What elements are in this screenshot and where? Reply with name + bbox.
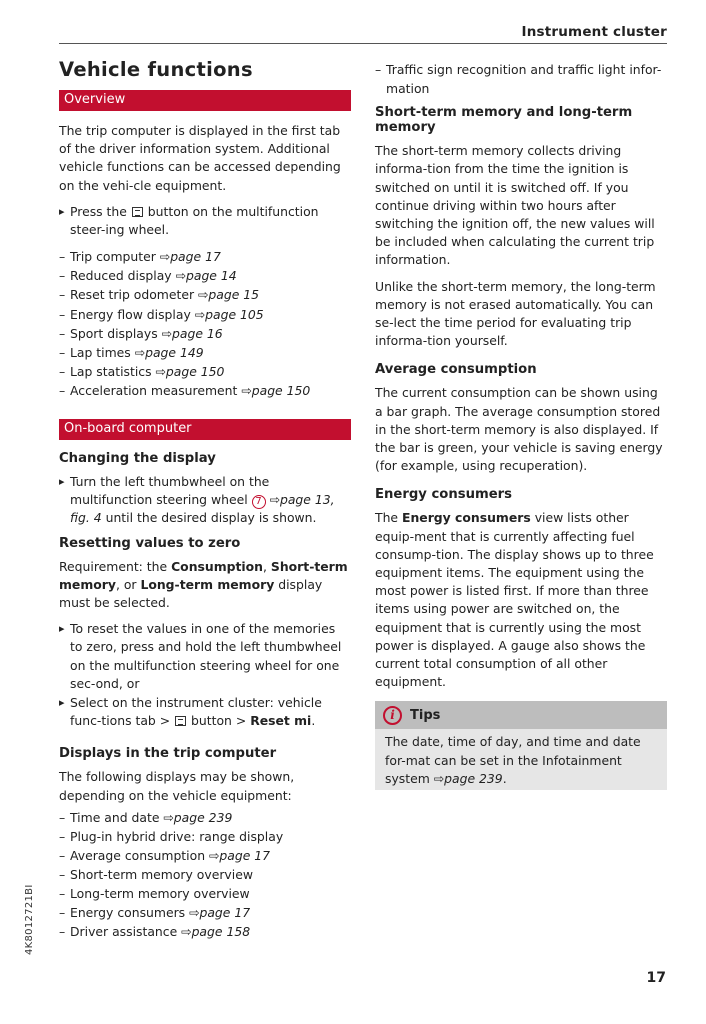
right-column	[375, 60, 667, 790]
page-reference[interactable]: page 17	[219, 848, 271, 863]
list-item: – Time and date ⇨page 239	[59, 808, 351, 827]
list-item: – Plug-in hybrid drive: range display	[59, 827, 351, 846]
arrow-icon: ⇨	[175, 268, 186, 284]
page-reference[interactable]: page 105	[205, 306, 264, 322]
energy-paragraph: The Energy consumers view lists other equip-ment that is currently affecting fuel consump-tion. The display shows up to three equipment items. The equipment using the most power is listed first. If more than three items using power are switched on, the equipment that is currently using the most power is displayed. A gauge also shows the current total consumption of all other equipment.	[375, 510, 654, 690]
reset-step-1: ▸ To reset the values in one of the memories to zero, press and hold the left thumbwheel on the multifunction steering wheel for one sec-ond, or	[59, 620, 351, 693]
onboard-band: On-board computer	[59, 419, 351, 440]
overview-band: Overview	[59, 90, 351, 111]
list-item: – Driver assistance ⇨page 158	[59, 922, 351, 941]
list-item: – Lap statistics ⇨page 150	[59, 362, 351, 381]
page-reference[interactable]: page 239	[444, 770, 503, 786]
page-reference[interactable]: page 15	[208, 287, 260, 303]
press-button-step: ▸ Press the button on the multifunction steer-ing wheel.	[59, 203, 351, 239]
memory-paragraph-2: Unlike the short-term memory, the long-term memory is not erased automatically. You can se-lect the time period for evaluating trip informa-tion yourself.	[375, 278, 656, 349]
overview-list	[59, 247, 351, 400]
list-item: – Sport displays ⇨page 16	[59, 324, 351, 343]
list-item: – Energy flow display ⇨page 105	[59, 305, 351, 324]
menu-icon	[132, 207, 143, 217]
list-item: – Average consumption ⇨page 17	[59, 846, 351, 865]
page-reference[interactable]: page 158	[191, 924, 251, 940]
arrow-icon: ⇨	[155, 363, 166, 379]
page-header	[59, 22, 667, 44]
list-item: – Short-term memory overview	[59, 865, 351, 884]
page-reference[interactable]: page 16	[172, 325, 223, 341]
requirement-paragraph: Requirement: the Consumption, Short-term memory, or Long-term memory display must be selected.	[59, 558, 348, 610]
tips-header	[375, 701, 667, 729]
arrow-icon: ⇨	[159, 249, 171, 265]
displays-list	[59, 808, 351, 942]
arrow-icon: ⇨	[433, 770, 445, 786]
list-item: – Long-term memory overview	[59, 884, 351, 903]
section-title: Instrument cluster	[521, 24, 667, 40]
info-icon: i	[383, 706, 402, 725]
displays-paragraph: The following displays may be shown, depending on the vehicle equipment:	[59, 769, 295, 803]
list-item: – Reset trip odometer ⇨page 15	[59, 285, 351, 304]
page-reference[interactable]: page 14	[185, 268, 237, 284]
document-code: 4K8012721BI	[24, 884, 35, 955]
page-reference[interactable]: page 149	[145, 344, 204, 360]
tips-box	[375, 701, 667, 790]
page-number: 17	[646, 970, 666, 986]
arrow-icon: ⇨	[161, 325, 172, 341]
arrow-icon: ⇨	[194, 306, 206, 322]
arrow-icon: ⇨	[163, 809, 174, 825]
list-item: – Traffic sign recognition and traffic light infor-mation	[375, 60, 667, 98]
list-item: – Lap times ⇨page 149	[59, 343, 351, 362]
page-reference[interactable]: page 150	[251, 382, 311, 398]
page-reference[interactable]: page 13, fig. 4	[70, 492, 335, 526]
memory-paragraph-1: The short-term memory collects driving informa-tion from the time the ignition is switched on until it is switched off. If you continue driving within two hours after switching the ignition off, the new values will be included when calculating the current trip information.	[375, 143, 655, 268]
arrow-icon: ⇨	[181, 924, 192, 940]
arrow-icon: ⇨	[269, 492, 280, 508]
average-heading: Average consumption	[375, 362, 537, 378]
tips-title: Tips	[410, 707, 441, 723]
list-item: – Acceleration measurement ⇨page 150	[59, 381, 351, 400]
overview-paragraph: The trip computer is displayed in the first tab of the driver information system. Additional vehicle functions can be accessed depending on the vehi-cle equipment.	[59, 123, 341, 193]
left-column	[59, 58, 351, 951]
page-reference[interactable]: page 239	[173, 809, 233, 825]
page-reference[interactable]: page 17	[170, 249, 221, 265]
list-item: – Reduced display ⇨page 14	[59, 266, 351, 285]
resetting-heading: Resetting values to zero	[59, 535, 241, 551]
changing-step: ▸ Turn the left thumbwheel on the multifunction steering wheel 7 ⇨page 13, fig. 4 until the desired display is shown.	[59, 473, 351, 528]
page-reference[interactable]: page 17	[199, 905, 251, 921]
list-item: – Trip computer ⇨page 17	[59, 247, 351, 266]
arrow-icon: ⇨	[189, 905, 200, 921]
memory-heading: Short-term memory and long-term memory	[375, 105, 633, 136]
displays-heading: Displays in the trip computer	[59, 746, 277, 762]
arrow-icon: ⇨	[209, 848, 220, 863]
arrow-icon: ⇨	[198, 287, 209, 303]
chapter-title: Vehicle functions	[59, 58, 253, 81]
average-paragraph: The current consumption can be shown using a bar graph. The average consumption stored in the short-term memory is also displayed. If the bar is green, your vehicle is saving energy (for example, using recuperation).	[375, 385, 663, 474]
changing-heading: Changing the display	[59, 450, 216, 466]
energy-heading: Energy consumers	[375, 487, 513, 503]
arrow-icon: ⇨	[241, 382, 252, 398]
reset-step-2: ▸ Select on the instrument cluster: vehicle func-tions tab > button > Reset mi.	[59, 694, 351, 730]
arrow-icon: ⇨	[134, 344, 146, 360]
menu-icon	[175, 716, 186, 726]
list-item: – Energy consumers ⇨page 17	[59, 903, 351, 922]
page-reference[interactable]: page 150	[165, 363, 225, 379]
callout-number: 7	[252, 495, 266, 509]
tips-text: The date, time of day, and time and date for-mat can be set in the Infotainment system ⇨page 239.	[385, 734, 641, 786]
